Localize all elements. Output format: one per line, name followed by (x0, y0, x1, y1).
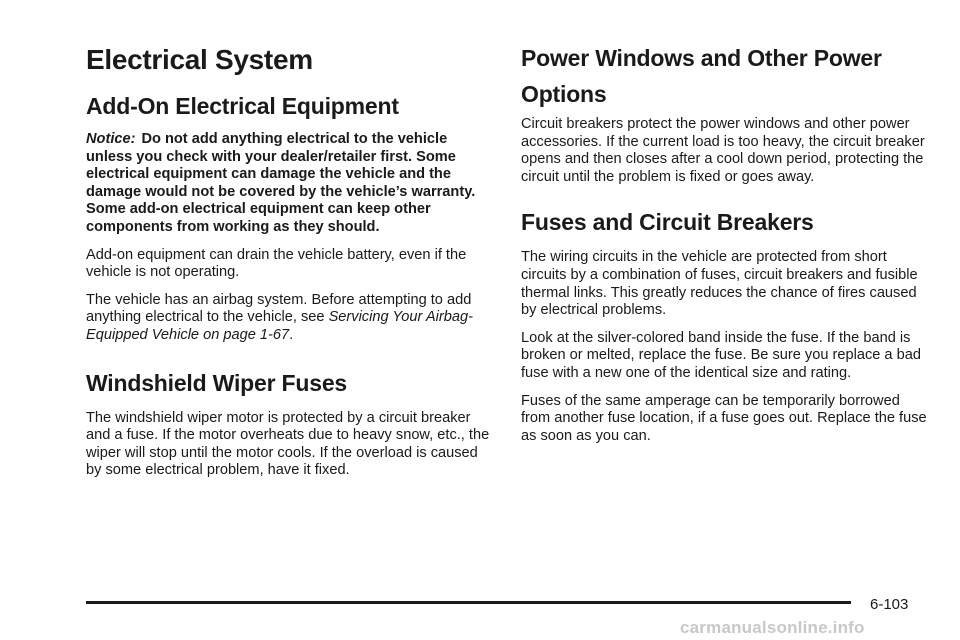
left-column (86, 40, 494, 480)
addon-heading: Add-On Electrical Equipment (86, 93, 399, 119)
footer-rule (86, 601, 851, 604)
airbag-reference-link[interactable]: Servicing Your Airbag-Equipped Vehicle on page 1-67 (86, 309, 473, 343)
airbag-end: . (289, 326, 294, 343)
right-column (521, 40, 933, 445)
fuses-heading: Fuses and Circuit Breakers (521, 209, 814, 236)
notice-paragraph (86, 131, 494, 237)
wiper-paragraph: The windshield wiper motor is protected by a circuit breaker and a fuse. If the motor overheats due to heavy snow, etc., the wiper will stop until the motor cools. If the overload is caused by some electrical problem, have it fixed. (86, 409, 490, 479)
power-windows-paragraph: Circuit breakers protect the power windows and other power accessories. If the current load is too heavy, the circuit breaker opens and then closes after a cool down period, protecting the circuit until the problem is fixed or goes away. (521, 116, 925, 185)
power-windows-heading: Power Windows and Other Power Options (521, 45, 882, 107)
notice-text: Do not add anything electrical to the vehicle unless you check with your dealer/retailer first. Some electrical equipment can damage the vehicle and the damage would not be covered by the vehicle’s warranty. Some add-on electrical equipment can keep other components from working as they should. (86, 131, 476, 235)
page-title: Electrical System (86, 44, 313, 75)
fuses-paragraph-1: The wiring circuits in the vehicle are protected from short circuits by a combination of fuses, circuit breakers and fusible thermal links. This greatly reduces the chance of fires caused by electrical problems. (521, 249, 918, 319)
fuses-paragraph-2: Look at the silver-colored band inside the fuse. If the band is broken or melted, replace the fuse. Be sure you replace a bad fuse with a new one of the identical size and rating. (521, 329, 921, 381)
addon-battery-paragraph: Add-on equipment can drain the vehicle battery, even if the vehicle is not operating. (86, 246, 467, 281)
page-number: 6-103 (870, 596, 909, 613)
airbag-paragraph (86, 292, 494, 345)
notice-label: Notice: (86, 131, 136, 147)
fuses-paragraph-3: Fuses of the same amperage can be temporarily borrowed from another fuse location, if a fuse goes out. Replace the fuse as soon as you can. (521, 392, 927, 444)
wiper-heading: Windshield Wiper Fuses (86, 369, 347, 396)
airbag-text: The vehicle has an airbag system. Before attempting to add anything electrical to the vehicle, see (86, 291, 472, 326)
watermark: carmanualsonline.info (680, 618, 865, 637)
